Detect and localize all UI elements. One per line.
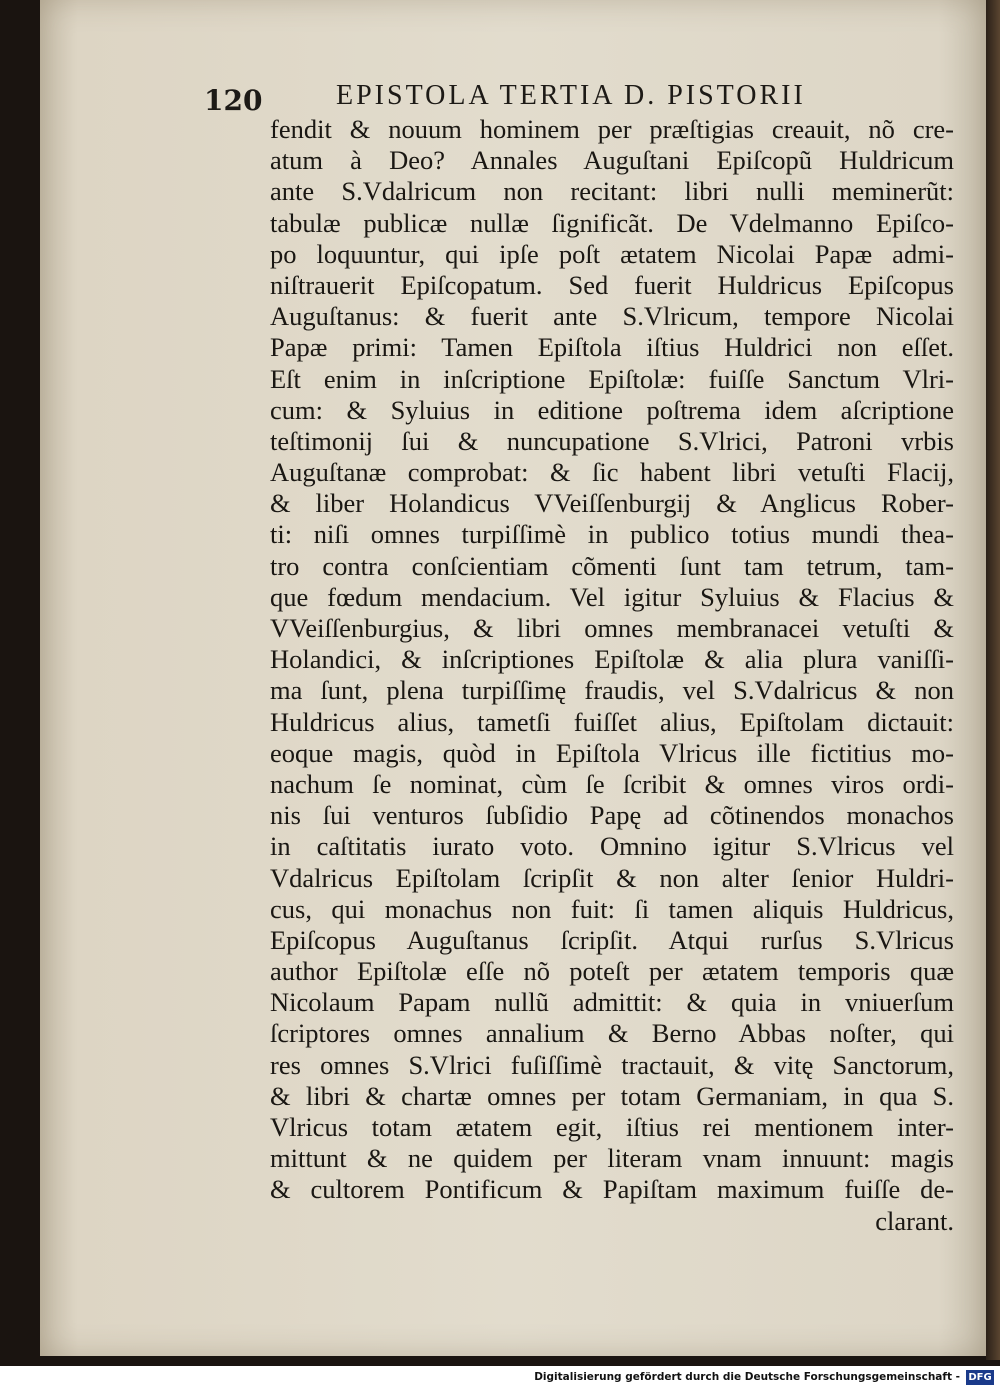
text-line: ante S.Vdalricum non recitant: libri nulli meminerũt: (270, 176, 954, 207)
text-line: Epiſcopus Auguſtanus ſcripſit. Atqui rurſus S.Vlricus (270, 924, 954, 955)
dfg-logo: DFG (966, 1370, 994, 1385)
text-line: ti: niſi omnes turpiſſimè in publico totius mundi thea- (270, 519, 954, 550)
text-line: ma ſunt, plena turpiſſimę fraudis, vel S.Vdalricus & non (270, 675, 954, 706)
text-line: po loquuntur, qui ipſe poſt ætatem Nicolai Papæ admi- (270, 238, 954, 269)
text-line: in caſtitatis iurato voto. Omnino igitur S.Vlricus vel (270, 831, 954, 862)
text-line: clarant. (875, 1205, 954, 1236)
text-line: VVeiſſenburgius, & libri omnes membranacei vetuſti & (270, 613, 954, 643)
book-edge (986, 0, 1000, 1360)
text-line: Papæ primi: Tamen Epiſtola iſtius Huldrici non eſſet. (270, 332, 954, 363)
text-line: niſtrauerit Epiſcopatum. Sed fuerit Huldricus Epiſcopus (270, 269, 954, 300)
text-line: & libri & chartæ omnes per totam Germaniam, in qua S. (270, 1080, 954, 1111)
footer-bar (0, 1366, 1000, 1391)
text-line: & cultorem Pontificum & Papiſtam maximum fuiſſe de- (270, 1174, 954, 1205)
text-line: Auguſtanæ comprobat: & ſic habent libri vetuſti Flacij, (270, 457, 954, 488)
text-line: Eſt enim in inſcriptione Epiſtolæ: fuiſſe Sanctum Vlri- (270, 363, 954, 394)
text-line: teſtimonij ſui & nuncupatione S.Vlrici, Patroni vrbis (270, 425, 954, 456)
text-line: ſcriptores omnes annalium & Berno Abbas noſter, qui (270, 1018, 954, 1049)
text-line: nis ſui venturos ſubſidio Papę ad cõtinendos monachos (270, 800, 954, 831)
text-line: & liber Holandicus VVeiſſenburgij & Anglicus Rober- (270, 488, 954, 519)
funding-notice: Digitalisierung gefördert durch die Deutsche Forschungsgemeinschaft - (534, 1371, 960, 1383)
text-line: fendit & nouum hominem per præſtigias creauit, nõ cre- (270, 114, 954, 144)
text-line: eoque magis, quòd in Epiſtola Vlricus ille fictitius mo- (270, 737, 954, 768)
text-line: que fœdum mendacium. Vel igitur Syluius & Flacius & (270, 581, 954, 612)
text-line: Auguſtanus: & fuerit ante S.Vlricum, tempore Nicolai (270, 301, 954, 332)
text-line: res omnes S.Vlrici fuſiſſimè tractauit, & vitę Sanctorum, (270, 1049, 954, 1080)
text-line: Nicolaum Papam nullũ admittit: & quia in vniuerſum (270, 987, 954, 1018)
text-line: tro contra conſcientiam cõmenti ſunt tam tetrum, tam- (270, 550, 954, 581)
text-line: Vdalricus Epiſtolam ſcripſit & non alter ſenior Huldri- (270, 862, 954, 893)
text-line: Huldricus alius, tametſi fuiſſet alius, Epiſtolam dictauit: (270, 706, 954, 737)
text-line: mittunt & ne quidem per literam vnam innuunt: magis (270, 1143, 954, 1174)
text-line: Holandici, & inſcriptiones Epiſtolæ & alia plura vaniſſi- (270, 644, 954, 675)
page-body-text (270, 114, 954, 1237)
text-line: author Epiſtolæ eſſe nõ poteſt per ætatem temporis quæ (270, 956, 954, 987)
text-line: tabulæ publicæ nullæ ſignificãt. De Vdelmanno Epiſco- (270, 207, 954, 238)
text-line: Vlricus totam ætatem egit, iſtius rei mentionem inter- (270, 1112, 954, 1142)
text-line: cus, qui monachus non fuit: ſi tamen aliquis Huldricus, (270, 893, 954, 924)
text-line: atum à Deo? Annales Auguſtani Epiſcopũ Huldricum (270, 145, 954, 176)
page-number: 120 (204, 84, 263, 117)
running-title: EPISTOLA TERTIA D. PISTORII (336, 80, 806, 111)
text-line: cum: & Syluius in editione poſtrema idem aſcriptione (270, 394, 954, 425)
text-line: nachum ſe nominat, cùm ſe ſcribit & omnes viros ordi- (270, 768, 954, 799)
